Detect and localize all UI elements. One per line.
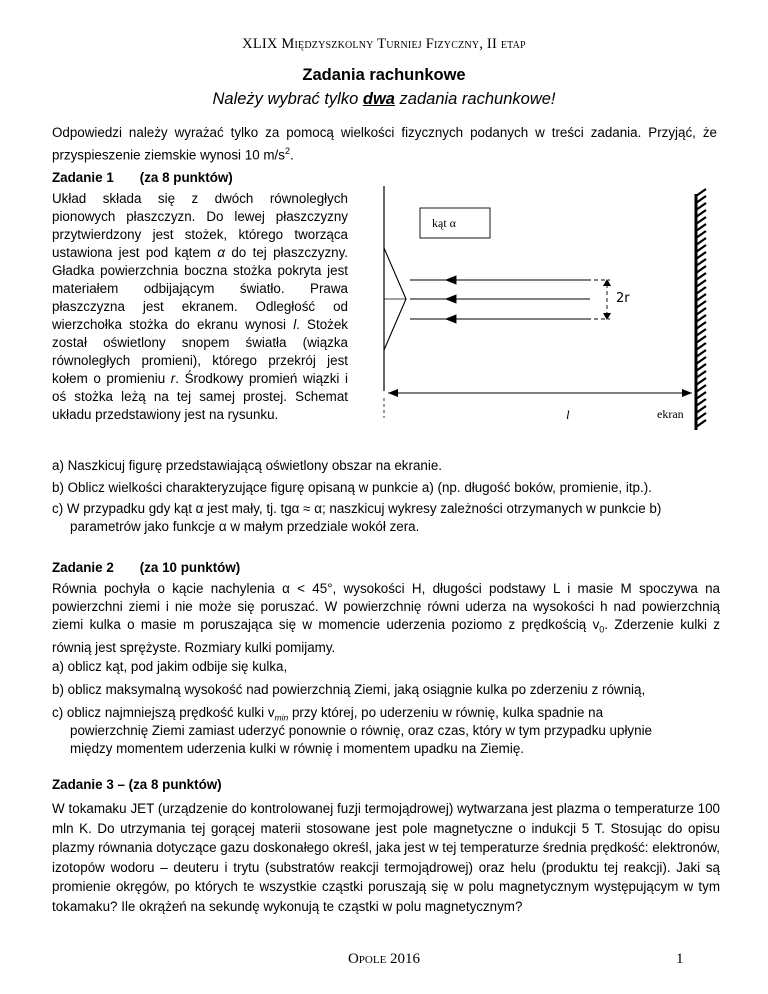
task1-item-c: c) W przypadku gdy kąt α jest mały, tj. tgα ≈ α; naszkicuj wykresy zależności otrzymanych w punkcie b) (52, 501, 662, 516)
light-rays (410, 276, 590, 323)
task3-heading: Zadanie 3 – (za 8 punktów) (52, 777, 222, 792)
task2-heading: Zadanie 2 (za 10 punktów) (52, 560, 241, 575)
page-header: XLIX Międzyszkolny Turniej Fizyczny, II etap (242, 36, 526, 52)
angle-label: kąt α (432, 216, 456, 230)
task2-item-a: a) oblicz kąt, pod jakim odbije się kulka, (52, 659, 288, 674)
task2-item-c-cont1: powierzchnię Ziemi zamiast uderzyć ponownie o równię, oraz czas, który w tym przypadku upłynie (70, 723, 652, 738)
task1-diagram (370, 186, 720, 436)
screen-label: ekran (657, 407, 684, 421)
task1-item-c-cont: parametrów jako funkcje α w małym przedziale wokół zera. (70, 519, 420, 534)
task2-item-b: b) oblicz maksymalną wysokość nad powierzchnią Ziemi, jaką osiągnie kulka po zderzeniu z równią, (52, 682, 646, 697)
hatch-line (696, 189, 706, 196)
page-title: Zadania rachunkowe (302, 66, 466, 84)
radius-label: 2r (616, 291, 630, 306)
task1-body: Układ składa się z dwóch równoległych pionowych płaszczyzn. Do lewej płaszczyzny przytwierdzony jest stożek, którego tworząca ustawiona jest pod kątem α do tej płaszczyzny. Gładka powierzchnia boczna stożka pokryta jest materiałem odbijającym światło. Prawa płaszczyzna jest ekranem. Odległość od wierzchołka stożka do ekranu wynosi l. Stożek został oświetlony snopem światła (wiązka równoległych promieni), którego przekrój jest kołem o promieniu r. Środkowy promień wiązki i oś stożka leżą na tej samej prostej. Schemat układu przedstawiony jest na rysunku. (52, 191, 349, 422)
intro-paragraph: Odpowiedzi należy wyrażać tylko za pomocą wielkości fizycznych podanych w treści zadania. Przyjąć, że przyspieszenie ziemskie wynosi 10 $m/s^2$. (52, 125, 717, 163)
task1-item-a: a) Naszkicuj figurę przedstawiającą oświetlony obszar na ekranie. (52, 458, 443, 473)
task1-heading: Zadanie 1 (za 8 punktów) (52, 170, 233, 185)
task2-item-c-cont2: między momentem uderzenia kulki w równię i momentem upadku na Ziemię. (70, 741, 524, 756)
task2-body: Równia pochyła o kącie nachylenia α < 45°, wysokości H, długości podstawy L i masie M spoczywa na powierzchni ziemi i nie może się poruszać. W powierzchnię równi uderza na wysokości h nad powierzchnią ziemi kulka o masie m poruszająca się w momencie uderzenia poziomo z prędkością $v_0$. Zderzenie kulki z równią jest sprężyste. Rozmiary kulki pomijamy. (52, 581, 720, 655)
page-number: 1 (676, 951, 684, 967)
distance-label: l (566, 407, 570, 422)
task3-body: W tokamaku JET (urządzenie do kontrolowanej fuzji termojądrowej) wytwarzana jest plazma o temperaturze 100 mln K. Do utrzymania tej gorącej materii stosowane jest pole magnetyczne o indukcji 5 T. Stosując do opisu plazmy równania dotyczące gazu doskonałego określ, jaka jest w tej temperaturze średnia prędkość: elektronów, izotopów wodoru – deuteru i trytu (substratów reakcji termojądrowej) oraz helu (produktu tej reakcji). Jaki są promienie okręgów, po których te wszystkie cząstki poruszają się w polu magnetycznym występującym w tym tokamaku? Ile okrążeń na sekundę wykonują te cząstki w polu magnetycznym? (52, 801, 720, 914)
page-subtitle: Należy wybrać tylko dwa zadania rachunkowe! (212, 90, 556, 108)
task2-item-c: c) oblicz najmniejszą prędkość kulki $v_{min}$ przy której, po uderzeniu w równię, kulka spadnie na (52, 705, 604, 723)
page-footer: Opole 2016 (347, 951, 421, 967)
task1-item-b: b) Oblicz wielkości charakteryzujące figurę opisaną w punkcie a) (np. długość boków, promienie, itp.). (52, 480, 652, 495)
